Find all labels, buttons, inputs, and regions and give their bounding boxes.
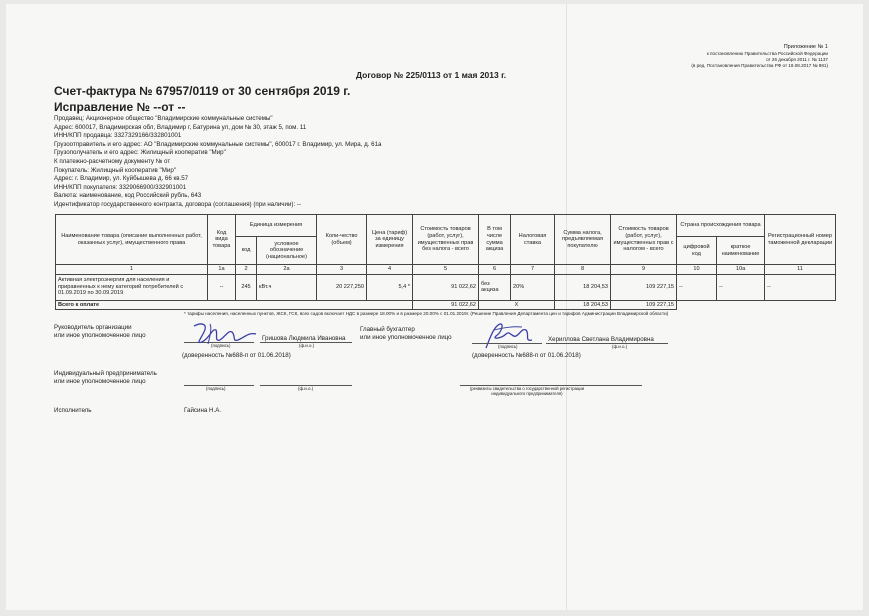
cell-qty: 20 227,250 bbox=[317, 274, 367, 300]
col-price-header: Цена (тариф) за единицу измерения bbox=[367, 215, 413, 265]
col-unit-header: Единица измерения bbox=[236, 215, 317, 237]
cell-country-code: -- bbox=[677, 274, 717, 300]
col-number: 1а bbox=[208, 265, 236, 275]
col-country-header: Страна происхождения товара bbox=[677, 215, 765, 237]
cell-total-tax: 18 204,53 bbox=[555, 300, 611, 310]
executor-name: Гайсина Н.А. bbox=[184, 407, 222, 414]
shipper-line: Грузоотправитель и его адрес: АО "Владимирские коммунальные системы", 600017 г. Владимир, ул. Мира, д. 61а bbox=[54, 140, 382, 148]
invoice-page bbox=[6, 4, 863, 610]
cell-kind: -- bbox=[208, 274, 236, 300]
head-name: Гришова Людмила Ивановна bbox=[262, 335, 346, 342]
cell-total-x: X bbox=[479, 300, 555, 310]
table-row bbox=[56, 274, 836, 300]
accountant-label-2: или иное уполномоченное лицо bbox=[360, 334, 452, 341]
ip-label-1: Индивидуальный предприниматель bbox=[54, 370, 157, 377]
invoice-correction: Исправление № --от -- bbox=[54, 100, 186, 114]
col-country-code-header: цифровой код bbox=[677, 237, 717, 265]
accountant-fio-line bbox=[546, 343, 668, 344]
cell-item-name: Активная электроэнергия для населения и приравненных к нему категорий потребителей с 01.09.2019 по 30.09.2019 bbox=[56, 274, 208, 300]
table-header-row-1 bbox=[56, 215, 836, 237]
head-sign-caption: (подпись) bbox=[211, 343, 231, 348]
cell-cost-without-tax: 91 022,62 bbox=[413, 274, 479, 300]
invoice-title: Счет-фактура № 67957/0119 от 30 сентября 2019 г. bbox=[54, 84, 351, 98]
currency-line: Валюта: наименование, код Российский рубль, 643 bbox=[54, 192, 202, 200]
head-power-of-attorney: (доверенность №688-п от 01.06.2018) bbox=[182, 352, 291, 359]
invoice-table bbox=[55, 214, 836, 310]
accountant-name: Хериллова Светлана Владимировна bbox=[548, 336, 654, 343]
head-fio-caption: (ф.и.о.) bbox=[299, 343, 315, 348]
invoice-header bbox=[54, 115, 381, 210]
appendix-line-3: от 26 декабря 2011 г. № 1137 bbox=[766, 57, 828, 62]
col-number: 11 bbox=[765, 265, 836, 275]
table-total-row bbox=[56, 300, 836, 310]
head-label-1: Руководитель организации bbox=[54, 324, 132, 331]
cell-customs: -- bbox=[765, 274, 836, 300]
col-number: 2а bbox=[257, 265, 317, 275]
cell-tax-sum: 18 204,53 bbox=[555, 274, 611, 300]
col-number: 10а bbox=[717, 265, 765, 275]
gov-contract-id-line: Идентификатор государственного контракта, договора (соглашения) (при наличии): -- bbox=[54, 200, 302, 208]
cell-unit-name: кВт.ч bbox=[257, 274, 317, 300]
appendix-line-1: Приложение № 1 bbox=[783, 44, 828, 50]
col-qty-header: Коли-чество (объем) bbox=[317, 215, 367, 265]
cell-cost-with-tax: 109 227,15 bbox=[611, 274, 677, 300]
tariff-footnote: * тарифы населения, населенных пунктов, ЖСК, ГСК, всех садов включает НДС в размере 18.00% и в размере 20.00% с 01.01.2019г. (Решение Правления Департамента цен и тарифов Администрации Владимирской области) bbox=[184, 311, 669, 316]
accountant-label-1: Главный бухгалтер bbox=[360, 326, 415, 333]
col-unit-name-header: условное обозначение (национальное) bbox=[257, 237, 317, 265]
col-number: 3 bbox=[317, 265, 367, 275]
accountant-fio-caption: (ф.и.о.) bbox=[612, 344, 628, 349]
col-customs-header: Регистрационный номер таможенной декларации bbox=[765, 215, 836, 265]
accountant-sign-caption: (подпись) bbox=[498, 344, 518, 349]
col-tax-rate-header: Налоговая ставка bbox=[511, 215, 555, 265]
seller-address-line: Адрес: 600017, Владимирская обл, Владимир г, Батурина ул, дом № 30, этаж 5, пом. 11 bbox=[54, 123, 307, 131]
col-kind-header: Код вида товара bbox=[208, 215, 236, 265]
col-number: 4 bbox=[367, 265, 413, 275]
col-number: 8 bbox=[555, 265, 611, 275]
appendix-line-2: к постановлению Правительства Российской Федерации bbox=[706, 51, 828, 56]
head-label-2: или иное уполномоченное лицо bbox=[54, 332, 146, 339]
col-tax-sum-header: Сумма налога, предъявляемая покупателю bbox=[555, 215, 611, 265]
cell-tax-rate: 20% bbox=[511, 274, 555, 300]
col-number: 2 bbox=[236, 265, 257, 275]
col-unit-code-header: код bbox=[236, 237, 257, 265]
empty-cell bbox=[677, 300, 836, 310]
cell-total-cost-without-tax: 91 022,62 bbox=[413, 300, 479, 310]
col-number: 7 bbox=[511, 265, 555, 275]
col-number: 5 bbox=[413, 265, 479, 275]
ip-fio-caption: (ф.и.о.) bbox=[298, 386, 314, 391]
col-excise-header: В том числе сумма акциза bbox=[479, 215, 511, 265]
ip-label-2: или иное уполномоченное лицо bbox=[54, 378, 146, 385]
buyer-line: Покупатель: Жилищный кооператив "Мир" bbox=[54, 166, 176, 174]
col-country-name-header: краткое наименование bbox=[717, 237, 765, 265]
contract-line: Договор № 225/0113 от 1 мая 2013 г. bbox=[356, 70, 507, 80]
col-cost-with-tax-header: Стоимость товаров (работ, услуг), имущественных прав с налогом - всего bbox=[611, 215, 677, 265]
buyer-inn-line: ИНН/КПП покупателя: 3329066900/332901001 bbox=[54, 183, 187, 191]
appendix-line-4: (в ред. Постановления Правительства РФ от 19.08.2017 № 981) bbox=[691, 63, 828, 68]
ip-sign-caption: (подпись) bbox=[206, 386, 226, 391]
ip-reg-caption: (реквизиты свидетельства о государственной регистрации индивидуального предпринимателя) bbox=[469, 386, 585, 397]
cell-excise: без акциза bbox=[479, 274, 511, 300]
col-number: 9 bbox=[611, 265, 677, 275]
seller-inn-line: ИНН/КПП продавца: 3327329166/332801001 bbox=[54, 132, 182, 140]
cell-unit-code: 245 bbox=[236, 274, 257, 300]
consignee-line: Грузополучатель и его адрес: Жилищный кооператив "Мир" bbox=[54, 149, 226, 157]
accountant-power-of-attorney: (доверенность №688-п от 01.06.2018) bbox=[472, 352, 581, 359]
col-number: 1 bbox=[56, 265, 208, 275]
cell-total-label: Всего к оплате bbox=[56, 300, 413, 310]
cell-total-cost-with-tax: 109 227,15 bbox=[611, 300, 677, 310]
table-number-row bbox=[56, 265, 836, 275]
cell-price: 5,4 * bbox=[367, 274, 413, 300]
col-number: 10 bbox=[677, 265, 717, 275]
buyer-address-line: Адрес: г. Владимир, ул. Куйбышева д. 66 кв.57 bbox=[54, 175, 189, 183]
payment-doc-line: К платежно-расчетному документу № от bbox=[54, 157, 171, 165]
cell-country-name: -- bbox=[717, 274, 765, 300]
col-number: 6 bbox=[479, 265, 511, 275]
seller-line: Продавец: Акционерное общество "Владимирские коммунальные системы" bbox=[54, 115, 273, 122]
executor-label: Исполнитель bbox=[54, 407, 92, 414]
col-cost-without-tax-header: Стоимость товаров (работ, услуг), имущественных прав без налога - всего bbox=[413, 215, 479, 265]
col-name-header: Наименование товара (описание выполненных работ, оказанных услуг), имущественного права bbox=[56, 215, 208, 265]
